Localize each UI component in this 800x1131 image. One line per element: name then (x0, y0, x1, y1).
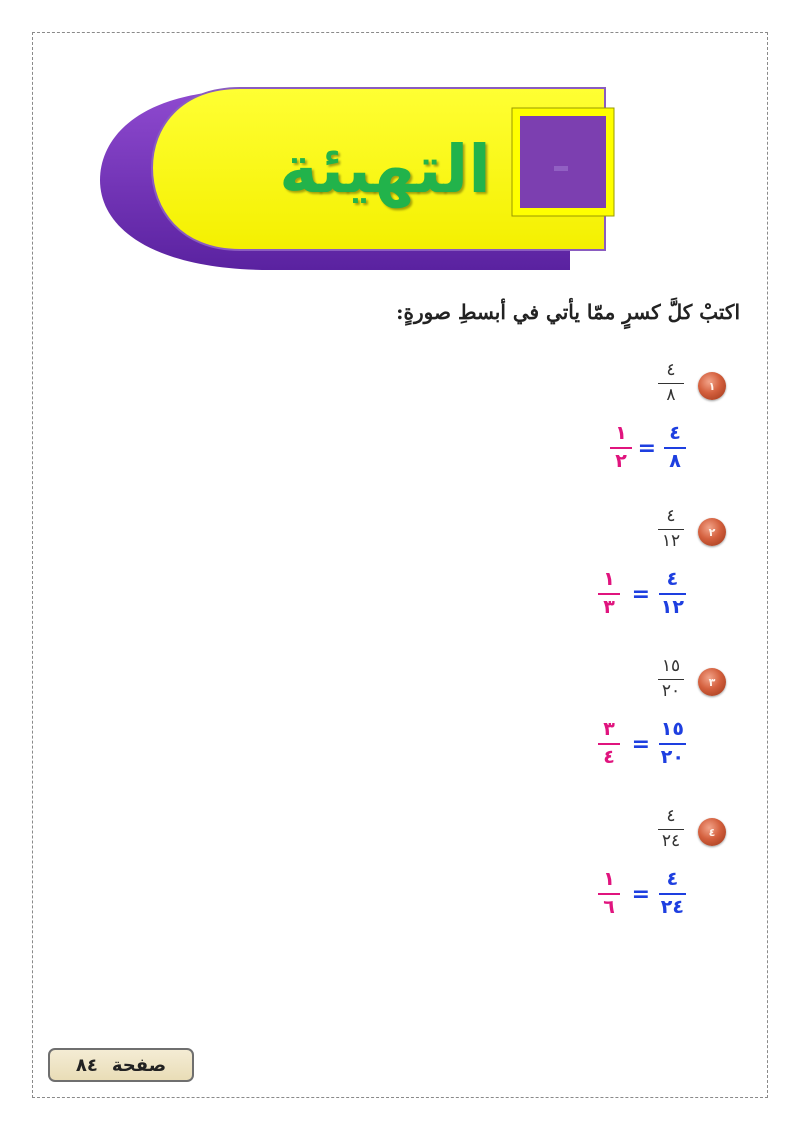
answer-simplified-fraction (610, 424, 632, 471)
given-numerator: ٤ (666, 806, 676, 826)
answer-original-numerator: ٤ (666, 568, 679, 590)
given-fraction (658, 658, 684, 700)
given-denominator: ١٢ (661, 531, 681, 551)
fraction-bar (659, 593, 686, 595)
answer-original-fraction (659, 570, 686, 617)
exercise-number-badge: ١ (698, 372, 726, 400)
given-fraction (658, 508, 684, 550)
answer-original-denominator: ٨ (669, 450, 681, 472)
instruction-text: اكتبْ كلَّ كسرٍ ممّا يأتي في أبسطِ صورةٍ: (396, 300, 740, 324)
exercise-1 (426, 362, 726, 482)
given-fraction (658, 808, 684, 850)
answer (566, 424, 686, 480)
fraction-bar (598, 893, 620, 895)
fraction-bar (598, 593, 620, 595)
answer-simplified-denominator: ٤ (603, 746, 615, 768)
fraction-bar (659, 743, 686, 745)
equals-sign: = (631, 882, 650, 907)
answer-original-denominator: ١٢ (660, 596, 684, 618)
fraction-bar (610, 447, 632, 449)
equals-sign: = (637, 436, 656, 461)
answer-original-numerator: ٤ (666, 868, 679, 890)
answer-simplified-fraction (598, 720, 620, 767)
answer-original-fraction (659, 870, 686, 917)
fraction-bar (659, 893, 686, 895)
answer-original-denominator: ٢٤ (660, 896, 684, 918)
exercise-number-badge: ٤ (698, 818, 726, 846)
answer (566, 870, 686, 926)
fraction-bar (664, 447, 686, 449)
answer-original-fraction (664, 424, 686, 471)
answer-simplified-denominator: ٢ (615, 450, 627, 472)
answer-simplified-numerator: ١ (603, 568, 615, 590)
exercise-3 (426, 658, 726, 778)
exercise-4 (426, 808, 726, 928)
answer-simplified-denominator: ٣ (603, 596, 615, 618)
answer-simplified-numerator: ١ (615, 422, 627, 444)
equals-sign: = (631, 732, 650, 757)
answer-simplified-fraction (598, 570, 620, 617)
answer (566, 570, 686, 626)
given-numerator: ٤ (666, 506, 676, 526)
answer-original-numerator: ١٥ (660, 718, 684, 740)
fraction-bar (658, 383, 684, 384)
answer-simplified-denominator: ٦ (603, 896, 615, 918)
page-number: ٨٤ (75, 1054, 98, 1076)
answer-simplified-fraction (598, 870, 620, 917)
equals-sign: = (631, 582, 650, 607)
answer-original-numerator: ٤ (669, 422, 681, 444)
given-denominator: ٢٠ (661, 681, 681, 701)
page-word: صفحة (111, 1054, 167, 1076)
answer (566, 720, 686, 776)
fraction-bar (598, 743, 620, 745)
fraction-bar (658, 829, 684, 830)
fraction-bar (658, 529, 684, 530)
given-denominator: ٨ (666, 385, 676, 405)
answer-simplified-numerator: ١ (603, 868, 615, 890)
section-banner (100, 82, 620, 272)
given-numerator: ١٥ (661, 656, 681, 676)
exercise-number-badge: ٣ (698, 668, 726, 696)
given-numerator: ٤ (666, 360, 676, 380)
given-denominator: ٢٤ (661, 831, 681, 851)
answer-simplified-numerator: ٣ (603, 718, 615, 740)
answer-original-denominator: ٢٠ (660, 746, 684, 768)
fraction-bar (658, 679, 684, 680)
given-fraction (658, 362, 684, 404)
banner-title: التهيئة (279, 130, 491, 208)
exercise-2 (426, 508, 726, 628)
page-number-label (48, 1048, 194, 1082)
answer-original-fraction (659, 720, 686, 767)
exercise-number-badge: ٢ (698, 518, 726, 546)
